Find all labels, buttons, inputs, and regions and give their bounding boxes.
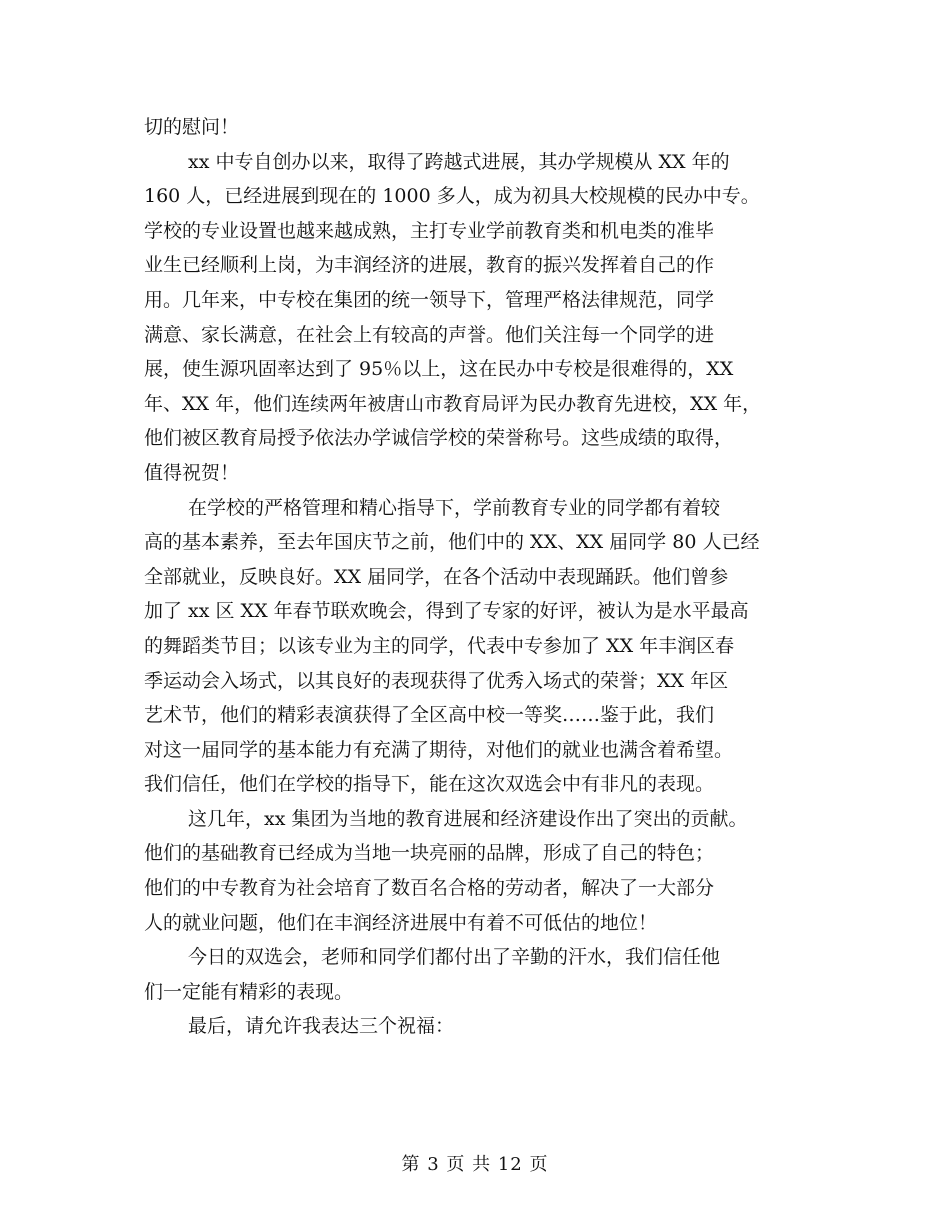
text-line: 高的基本素养，至去年国庆节之前，他们中的 XX、XX 届同学 80 人已经 [144,531,760,554]
text-line: 我们信任，他们在学校的指导下，能在这次双选会中有非凡的表现。 [144,773,715,796]
text-line: 满意、家长满意，在社会上有较高的声誉。他们关注每一个同学的进 [144,323,715,346]
text-line: 们一定能有精彩的表现。 [144,980,354,1003]
text-line: 他们被区教育局授予依法办学诚信学校的荣誉称号。这些成绩的取得， [144,427,734,450]
page-number-footer: 第 3 页 共 12 页 [401,1154,549,1175]
text-line: 160 人，已经进展到现在的 1000 多人，成为初具大校规模的民办中专。 [144,185,760,208]
text-line: 对这一届同学的基本能力有充满了期待，对他们的就业也满含着希望。 [144,738,734,761]
text-line: 最后，请允许我表达三个祝福： [188,1015,455,1038]
text-line: 在学校的严格管理和精心指导下，学前教育专业的同学都有着较 [188,496,721,519]
text-line: 切的慰问！ [144,116,240,138]
text-line: 他们的基础教育已经成为当地一块亮丽的品牌，形成了自己的特色； [144,842,715,865]
text-line: 业生已经顺利上岗，为丰润经济的进展，教育的振兴发挥着自己的作 [144,254,715,277]
text-line: xx 中专自创办以来，取得了跨越式进展，其办学规模从 XX 年的 [188,150,730,173]
text-line: 展，使生源巩固率达到了 95％以上，这在民办中专校是很难得的，XX [144,358,734,381]
text-line: 年、XX 年，他们连续两年被唐山市教育局评为民办教育先进校，XX 年， [144,392,762,415]
text-line: 用。几年来，中专校在集团的统一领导下，管理严格法律规范，同学 [144,288,715,311]
text-line: 全部就业，反映良好。XX 届同学，在各个活动中表现踊跃。他们曾参 [144,565,729,588]
document-body [144,110,824,1044]
text-line: 季运动会入场式，以其良好的表现获得了优秀入场式的荣誉；XX 年区 [144,669,729,692]
text-line: 的舞蹈类节目；以该专业为主的同学，代表中专参加了 XX 年丰润区春 [144,634,735,657]
text-line: 值得祝贺！ [144,461,240,484]
text-line: 今日的双选会，老师和同学们都付出了辛勤的汗水，我们信任他 [188,946,721,969]
text-line: 艺术节，他们的精彩表演获得了全区高中校一等奖……鉴于此，我们 [144,704,715,727]
text-line: 学校的专业设置也越来越成熟，主打专业学前教育类和机电类的准毕 [144,219,715,242]
text-line: 他们的中专教育为社会培育了数百名合格的劳动者，解决了一大部分 [144,877,715,900]
text-line: 加了 xx 区 XX 年春节联欢晚会，得到了专家的好评，被认为是水平最高 [144,600,749,623]
text-line: 人的就业问题，他们在丰润经济进展中有着不可低估的地位！ [144,911,658,934]
text-line: 这几年，xx 集团为当地的教育进展和经济建设作出了突出的贡献。 [188,807,748,830]
